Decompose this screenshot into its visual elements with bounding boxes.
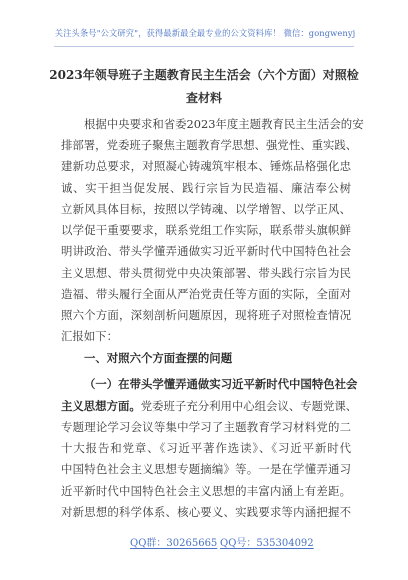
paragraph-line: 十大报告和党章、《习近平著作选读》、《习近平新时代 <box>61 441 351 455</box>
paragraph-line: 诚、实干担当促发展、践行宗旨为民造福、廉洁奉公树 <box>61 181 351 195</box>
paragraph-line: 专题理论学习会议等集中学习了主题教育学习材料党的二 <box>61 420 351 434</box>
paragraph-line <box>61 398 358 414</box>
banner-divider <box>54 46 354 47</box>
paragraph-line: 中国特色社会主义思想专题摘编》等。一是在学懂弄通习 <box>61 462 351 476</box>
paragraph-line: 立新风具体目标，按照以学铸魂、以学增智、以学正风、 <box>61 202 351 216</box>
paragraph-line: 排部署，党委班子聚焦主题教育学思想、强党性、重实践、 <box>61 138 358 152</box>
paragraph-line: 造福、带头履行全面从严治党责任等方面的实际，全面对 <box>61 287 351 301</box>
footer-qq-group: QQ群：30265665 <box>130 538 218 549</box>
footer-qq-number: QQ号：535304092 <box>220 538 314 549</box>
paragraph-text: 党委班子充分利用中心组会议、专题党课、 <box>140 399 358 413</box>
section-heading: 一、对照六个方面查摆的问题 <box>84 351 233 365</box>
subsection-heading: （一）在带头学懂弄通做实习近平新时代中国特色社会 <box>84 377 358 391</box>
paragraph-line: 明讲政治、带头学懂弄通做实习近平新时代中国特色社会 <box>61 244 351 258</box>
subsection-heading-continued: 主义思想方面。 <box>61 399 141 413</box>
paragraph-line: 近平新时代中国特色社会主义思想的丰富内涵上有差距。 <box>61 484 351 498</box>
paragraph-line: 汇报如下： <box>61 329 118 343</box>
document-title-line-2: 查材料 <box>185 91 222 105</box>
paragraph-line: 对新思想的科学体系、核心要义、实践要求等内涵把握不 <box>61 505 351 519</box>
promo-banner: 关注头条号"公文研究"，获得最新最全最专业的公文资料库！ 微信：gongwenyj <box>54 28 356 38</box>
paragraph-line: 照六个方面，深刻剖析问题原因，现将班子对照检查情况 <box>61 308 351 322</box>
paragraph-line: 主义思想、带头贯彻党中央决策部署、带头践行宗旨为民 <box>61 266 351 280</box>
document-title-line-1: 2023年领导班子主题教育民主生活会（六个方面）对照检 <box>49 68 359 82</box>
paragraph-line: 以学促干重要要求，联系党组工作实际，联系带头旗帜鲜 <box>61 223 351 237</box>
paragraph-line: 建新功总要求，对照凝心铸魂筑牢根本、锤炼品格强化忠 <box>61 159 351 173</box>
paragraph-line: 根据中央要求和省委2023年度主题教育民主生活会的安 <box>84 117 364 131</box>
